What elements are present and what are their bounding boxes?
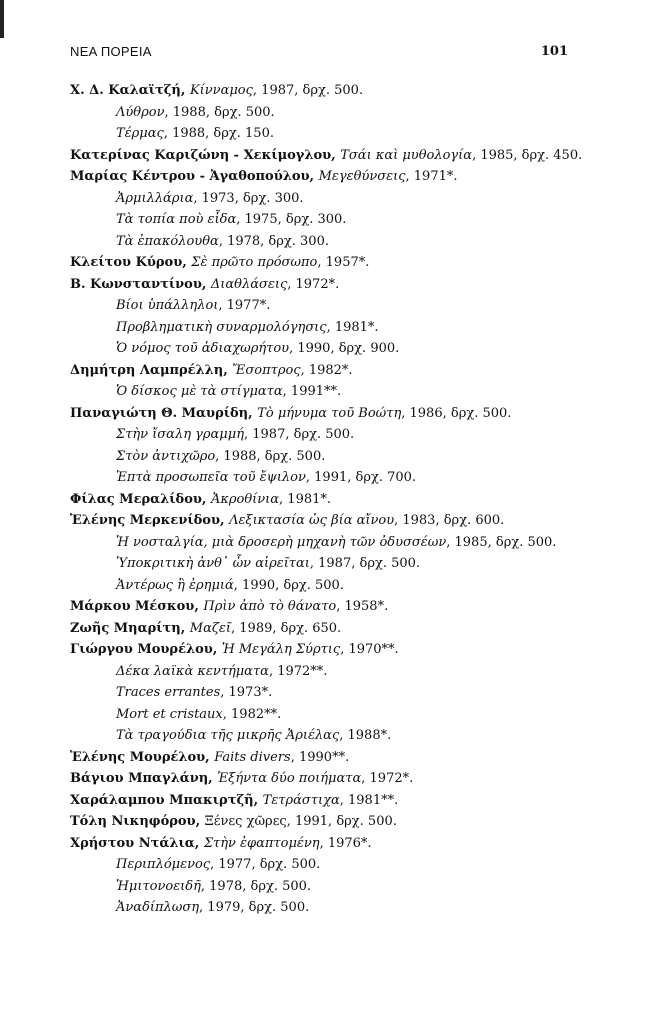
bibliography-entry (70, 295, 570, 317)
entry-title: Ἡ Μεγάλη Σύρτις (221, 642, 341, 657)
entry-author: Παναγιώτη Θ. Μαυρίδη, (70, 405, 258, 421)
entry-title: Ἑξήντα δύο ποιήματα (217, 771, 362, 786)
entry-title: Προβληματικὴ συναρμολόγησις (116, 319, 327, 335)
entry-title: Mort et cristaux (116, 706, 223, 722)
entry-title: Τέρμας (116, 126, 164, 141)
entry-title: Σὲ πρῶτο πρόσωπο (191, 255, 318, 270)
bibliography-entry (70, 123, 570, 145)
entry-author: Κλείτου Κύρου, (70, 255, 192, 270)
entry-details: , 1978, δρχ. 500. (200, 878, 312, 894)
entry-author: Χρήστου Ντάλια, (70, 835, 204, 851)
entry-author: Ἑλένης Μουρέλου, (70, 749, 215, 765)
entry-title: Ἔσοπτρος (232, 362, 301, 378)
entry-details: , 1970**. (340, 642, 399, 657)
bibliography-entry (70, 188, 570, 210)
entry-title: Faits divers (214, 749, 291, 765)
entry-title: Ἡμιτονοειδῆ (116, 878, 201, 894)
entry-title: Τσάι καὶ μυθολογία (340, 147, 473, 163)
bibliography-entry (70, 553, 570, 575)
entry-details: , 1988, δρχ. 150. (163, 126, 274, 141)
entry-title: Ὑποκριτικὴ ἀνθ᾽ ὧν αἱρεῖται (116, 556, 310, 571)
entry-title: Ὁ νόμος τοῦ ἀδιαχωρήτου (116, 341, 290, 356)
entry-author: Δημήτρη Λαμπρέλλη, (70, 362, 233, 378)
bibliography-entry (70, 725, 570, 747)
entry-author: Βάγιου Μπαγλάνη, (70, 771, 218, 786)
entry-title: Ἡ νοσταλγία, μιὰ δροσερὴ μηχανὴ τῶν ὀδυσσέων (116, 534, 447, 550)
entry-details: , 1972*. (287, 276, 340, 292)
entry-details: , 1977*. (218, 298, 271, 313)
entry-details: Ξένες χῶρες, 1991, δρχ. 500. (204, 814, 397, 829)
entry-title: Μεγεθύνσεις (318, 169, 406, 184)
entry-title: Στὴν ἐφαπτομένη (203, 835, 320, 851)
bibliography-entry (70, 510, 570, 532)
bibliography-entry (70, 231, 570, 253)
entry-details: , 1978, δρχ. 300. (218, 233, 329, 249)
bibliography-entry (70, 338, 570, 360)
entry-title: Ἀναδίπλωση (116, 900, 200, 915)
entry-details: , 1988, δρχ. 500. (164, 104, 275, 120)
bibliography-entry (70, 790, 570, 812)
running-header (70, 44, 568, 64)
entry-details: , 1972**. (268, 663, 328, 679)
entry-details: , 1990**. (290, 749, 350, 765)
entry-author: Β. Κωνσταντίνου, (70, 276, 211, 292)
page-number: 101 (540, 44, 568, 59)
entry-details: , 1972*. (361, 771, 414, 786)
entry-title: Στὸν ἀντιχῶρο (116, 448, 216, 464)
entry-title: Ἑπτὰ προσωπεῖα τοῦ ἔψιλον (116, 470, 306, 485)
entry-title: Περιπλόμενος (116, 857, 211, 872)
entry-title: Στὴν ἴσαλη γραμμή (116, 427, 244, 442)
entry-details: , 1987, δρχ. 500. (252, 83, 364, 98)
entry-author: Κατερίνας Καριζώνη - Χεκίμογλου, (70, 147, 341, 163)
entry-details: , 1988*. (339, 728, 392, 743)
bibliography-entry (70, 532, 570, 554)
entry-title: Ἀρμιλλάρια (116, 190, 194, 206)
entry-author: Μαρίας Κέντρου - Ἀγαθοπούλου, (70, 169, 319, 184)
bibliography-entry (70, 424, 570, 446)
entry-author: Ἑλένης Μερκενίδου, (70, 513, 230, 528)
entry-title: Τὰ τραγούδια τῆς μικρῆς Ἀριέλας (116, 728, 340, 743)
entry-title: Λεξικτασία ὡς βία αἴνου (229, 513, 395, 528)
bibliography-entry (70, 768, 570, 790)
entry-title: Ἀκροθίνια (210, 491, 280, 507)
entry-details: , 1979, δρχ. 500. (199, 900, 310, 915)
entry-title: Τὰ τοπία ποὺ εἶδα (116, 212, 237, 227)
bibliography-entry (70, 252, 570, 274)
entry-details: , 1973*. (220, 685, 273, 700)
entry-details: , 1977, δρχ. 500. (210, 857, 321, 872)
bibliography-entry (70, 403, 570, 425)
entry-details: , 1991**. (282, 384, 342, 399)
bibliography-entry (70, 833, 570, 855)
entry-title: Δέκα λαϊκὰ κεντήματα (116, 663, 269, 679)
entry-author: Φίλας Μεραλίδου, (70, 491, 211, 507)
entry-title: Τὰ ἐπακόλουθα (116, 233, 219, 249)
entry-title: Μαζεῖ (189, 620, 232, 636)
bibliography-entry (70, 854, 570, 876)
entry-details: , 1982*. (300, 362, 353, 378)
entry-title: Λύθρον (116, 104, 165, 120)
entry-title: Διαθλάσεις (210, 276, 288, 292)
entry-title: Κίνναμος (189, 83, 253, 98)
bibliography-entry (70, 489, 570, 511)
entry-details: , 1983, δρχ. 600. (394, 513, 505, 528)
bibliography-entry (70, 80, 570, 102)
entry-title: Τὸ μήνυμα τοῦ Βοώτη (257, 405, 402, 421)
bibliography-list (70, 80, 583, 919)
entry-details: , 1982**. (222, 706, 282, 722)
bibliography-entry (70, 682, 570, 704)
bibliography-entry (70, 639, 570, 661)
entry-details: , 1975, δρχ. 300. (236, 212, 347, 227)
bibliography-entry (70, 897, 570, 919)
bibliography-entry (70, 381, 570, 403)
bibliography-entry (70, 102, 570, 124)
bibliography-entry (70, 618, 570, 640)
bibliography-entry (70, 876, 570, 898)
bibliography-entry (70, 811, 570, 833)
entry-title: Πρὶν ἀπὸ τὸ θάνατο (203, 599, 337, 614)
journal-title: ΝΕΑ ΠΟΡΕΙΑ (70, 44, 152, 59)
entry-details: , 1990, δρχ. 900. (289, 341, 400, 356)
bibliography-entry (70, 166, 570, 188)
entry-author: Χαράλαμπου Μπακιρτζῆ, (70, 792, 263, 808)
bibliography-entry (70, 467, 570, 489)
bibliography-entry (70, 575, 570, 597)
bibliography-entry (70, 446, 570, 468)
entry-details: , 1973, δρχ. 300. (193, 190, 304, 206)
entry-details: , 1976*. (319, 835, 372, 851)
bibliography-entry (70, 209, 570, 231)
entry-details: , 1985, δρχ. 500. (446, 534, 557, 550)
entry-details: , 1991, δρχ. 700. (305, 470, 417, 485)
entry-title: Τετράστιχα (262, 792, 340, 808)
page-edge-mark (0, 0, 4, 38)
entry-details: , 1987, δρχ. 500. (309, 556, 421, 571)
entry-details: , 1981*. (326, 319, 379, 335)
entry-details: , 1990, δρχ. 500. (233, 577, 344, 593)
entry-details: , 1981*. (279, 491, 332, 507)
bibliography-entry (70, 596, 570, 618)
entry-title: Βίοι ὑπάλληλοι (116, 298, 219, 313)
entry-author: Τόλη Νικηφόρου, (70, 814, 205, 829)
entry-author: Χ. Δ. Καλαϊτζή, (70, 83, 190, 98)
entry-title: Ἀντέρως ἢ ἐρημιά (116, 577, 234, 593)
bibliography-entry (70, 747, 570, 769)
entry-title: Traces errantes (116, 685, 221, 700)
entry-details: , 1981**. (339, 792, 399, 808)
entry-details: , 1989, δρχ. 650. (231, 620, 342, 636)
bibliography-entry (70, 661, 570, 683)
bibliography-entry (70, 145, 583, 167)
entry-details: , 1957*. (317, 255, 370, 270)
entry-author: Γιώργου Μουρέλου, (70, 642, 222, 657)
entry-title: Ὁ δίσκος μὲ τὰ στίγματα (116, 384, 283, 399)
entry-details: , 1985, δρχ. 450. (472, 147, 583, 163)
entry-author: Ζωῆς Μηαρίτη, (70, 620, 190, 636)
bibliography-entry (70, 360, 570, 382)
bibliography-entry (70, 317, 570, 339)
entry-details: , 1987, δρχ. 500. (244, 427, 355, 442)
entry-details: , 1971*. (405, 169, 458, 184)
entry-details: , 1958*. (336, 599, 389, 614)
bibliography-entry (70, 274, 570, 296)
entry-author: Μάρκου Μέσκου, (70, 599, 204, 614)
bibliography-entry (70, 704, 570, 726)
entry-details: , 1986, δρχ. 500. (401, 405, 512, 421)
entry-details: , 1988, δρχ. 500. (215, 448, 326, 464)
